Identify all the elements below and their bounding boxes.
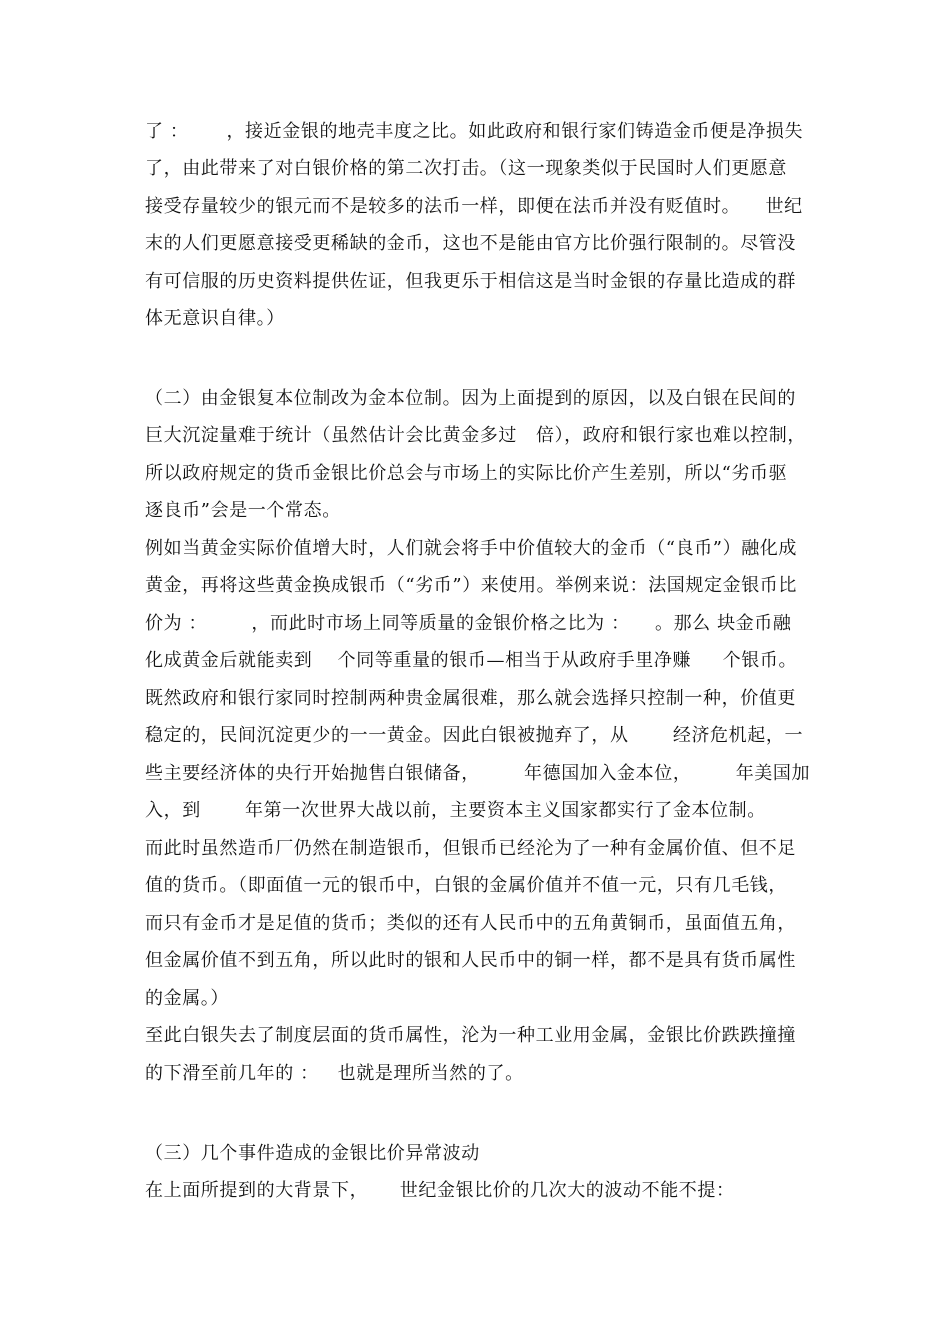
text-line: 价为 ： ，而此时市场上同等质量的金银价格之比为 ： 。那么 块金币融 [145,613,792,634]
text-line: 巨大沉淀量难于统计（虽然估计会比黄金多过 倍），政府和银行家也难以控制， [145,425,806,446]
section-heading-2: （二）由金银复本位制改为金本位制。因为上面提到的原因，以及白银在民间的 [145,388,796,409]
text-line: 些主要经济体的央行开始抛售白银储备， 年德国加入金本位， 年美国加 [145,763,811,784]
text-line: 至此白银失去了制度层面的货币属性，沦为一种工业用金属，金银比价跌跌撞撞 [145,1025,796,1046]
section-heading-3: （三）几个事件造成的金银比价异常波动 [145,1143,480,1164]
text-line: 的下滑至前几年的 ： 也就是理所当然的了。 [145,1063,524,1084]
text-line: 既然政府和银行家同时控制两种贵金属很难，那么就会选择只控制一种，价值更 [145,688,796,709]
text-line: 而只有金币才是足值的货币；类似的还有人民币中的五角黄铜币，虽面值五角， [145,913,796,934]
text-line: 化成黄金后就能卖到 个同等重量的银币—相当于从政府手里净赚 个银币。 [145,650,798,671]
text-line: 逐良币”会是一个常态。 [145,500,341,521]
text-line: 接受存量较少的银元而不是较多的法币一样，即便在法币并没有贬值时。 世纪 [145,196,803,217]
text-line: 所以政府规定的货币金银比价总会与市场上的实际比价产生差别，所以“劣币驱 [145,463,788,484]
text-line: 有可信服的历史资料提供佐证，但我更乐于相信这是当时金银的存量比造成的群 [145,271,796,292]
text-line: 了，由此带来了对白银价格的第二次打击。（这一现象类似于民国时人们更愿意 [145,158,787,179]
text-line: 黄金，再将这些黄金换成银币（“劣币”）来使用。举例来说：法国规定金银币比 [145,575,798,596]
text-line: 了 ： ，接近金银的地壳丰度之比。如此政府和银行家们铸造金币便是净损失 [145,121,804,142]
text-line: 体无意识自律。） [145,308,285,329]
text-line: 而此时虽然造币厂仍然在制造银币，但银币已经沦为了一种有金属价值、但不足 [145,838,796,859]
text-line: 的金属。） [145,988,229,1009]
text-line: 在上面所提到的大背景下， 世纪金银比价的几次大的波动不能不提： [145,1180,735,1201]
text-line: 末的人们更愿意接受更稀缺的金币，这也不是能由官方比价强行限制的。尽管没 [145,233,796,254]
text-line: 但金属价值不到五角，所以此时的银和人民币中的铜一样，都不是具有货币属性 [145,950,796,971]
text-line: 入，到 年第一次世界大战以前，主要资本主义国家都实行了金本位制。 [145,800,766,821]
text-line: 稳定的，民间沉淀更少的一一黄金。因此白银被抛弃了，从 经济危机起，一 [145,725,804,746]
text-line: 值的货币。（即面值一元的银币中，白银的金属价值并不值一元，只有几毛钱， [145,875,787,896]
text-line: 例如当黄金实际价值增大时，人们就会将手中价值较大的金币（“良币”）融化成 [145,538,798,559]
